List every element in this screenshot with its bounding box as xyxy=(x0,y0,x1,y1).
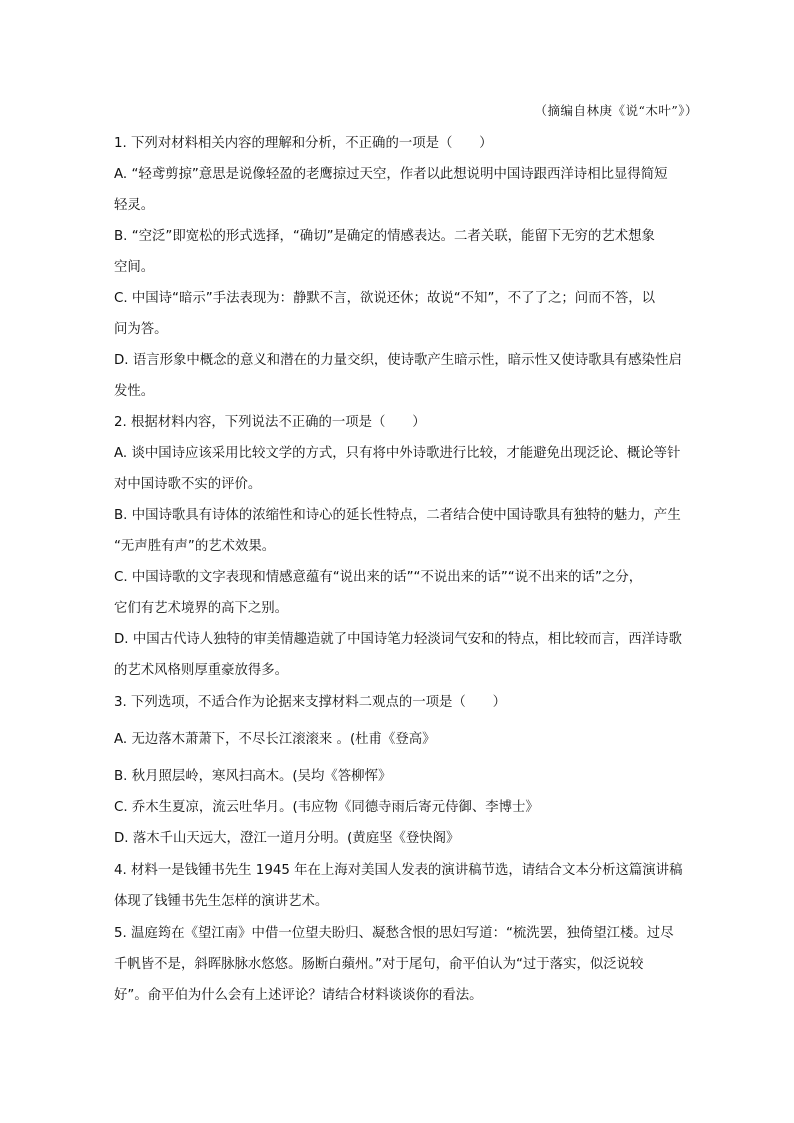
question-1-option-d: D. 语言形象中概念的意义和潜在的力量交织，使诗歌产生暗示性，暗示性又使诗歌具有感染性启 xyxy=(114,353,682,368)
question-3-option-a: A. 无边落木萧萧下，不尽长江滚滚来 。(杜甫《登高》 xyxy=(114,732,436,747)
question-1-option-b-cont: 空间。 xyxy=(114,260,155,275)
question-2-option-b-cont: “无声胜有声”的艺术效果。 xyxy=(114,539,276,554)
question-5-stem: 5. 温庭筠在《望江南》中借一位望夫盼归、凝愁含恨的思妇写道：“梳洗罢，独倚望江楼。过尽 xyxy=(114,926,674,941)
question-4-stem: 4. 材料一是钱锺书先生 1945 年在上海对美国人发表的演讲稿节选，请结合文本分析这篇演讲稿 xyxy=(114,863,683,878)
question-2-option-b: B. 中国诗歌具有诗体的浓缩性和诗心的延长性特点，二者结合使中国诗歌具有独特的魅力，产生 xyxy=(114,508,681,523)
question-5-stem-cont-2: 好”。俞平伯为什么会有上述评论？请结合材料谈谈你的看法。 xyxy=(114,988,483,1003)
question-2-option-c: C. 中国诗歌的文字表现和情感意蕴有“说出来的话”“不说出来的话”“说不出来的话”之分， xyxy=(114,570,643,585)
question-2-option-d: D. 中国古代诗人独特的审美情趣造就了中国诗笔力轻淡词气安和的特点，相比较而言，西洋诗歌 xyxy=(114,632,682,647)
question-1-option-c-cont: 问为答。 xyxy=(114,322,168,337)
question-1-stem: 1. 下列对材料相关内容的理解和分析，不正确的一项是（ ） xyxy=(114,136,493,151)
question-3-option-b: B. 秋月照层岭，寒风扫高木。(吴均《答柳恽》 xyxy=(114,769,392,784)
question-2-option-a-cont: 对中国诗歌不实的评价。 xyxy=(114,477,262,492)
question-3-option-d: D. 落木千山天远大，澄江一道月分明。(黄庭坚《登快阁》 xyxy=(114,831,460,846)
question-1-option-b: B. “空泛”即宽松的形式选择，“确切”是确定的情感表达。二者关联，能留下无穷的艺术想象 xyxy=(114,229,655,244)
question-1-option-a: A. “轻鸢剪掠”意思是说像轻盈的老鹰掠过天空，作者以此想说明中国诗跟西洋诗相比显得简短 xyxy=(114,167,668,182)
question-4-stem-cont: 体现了钱锺书先生怎样的演讲艺术。 xyxy=(114,894,329,909)
question-3-option-c: C. 乔木生夏凉，流云吐华月。(韦应物《同德寺雨后寄元侍御、李博士》 xyxy=(114,800,539,815)
question-5-stem-cont-1: 千帆皆不是，斜晖脉脉水悠悠。肠断白蘋州。”对于尾句，俞平伯认为“过于落实，似泛说较 xyxy=(114,957,644,972)
question-2-stem: 2. 根据材料内容，下列说法不正确的一项是（ ） xyxy=(114,415,426,430)
source-citation: （摘编自林庚《说“木叶”》） xyxy=(534,103,698,118)
question-2-option-c-cont: 它们有艺术境界的高下之别。 xyxy=(114,601,289,616)
question-2-option-a: A. 谈中国诗应该采用比较文学的方式，只有将中外诗歌进行比较，才能避免出现泛论、概论等针 xyxy=(114,446,681,461)
question-2-option-d-cont: 的艺术风格则厚重豪放得多。 xyxy=(114,663,289,678)
question-1-option-a-cont: 轻灵。 xyxy=(114,198,155,213)
question-1-option-c: C. 中国诗“暗示”手法表现为：静默不言，欲说还休；故说“不知”，不了了之；问而不答，以 xyxy=(114,291,656,306)
question-3-stem: 3. 下列选项，不适合作为论据来支撑材料二观点的一项是（ ） xyxy=(114,695,506,710)
question-1-option-d-cont: 发性。 xyxy=(114,384,155,399)
